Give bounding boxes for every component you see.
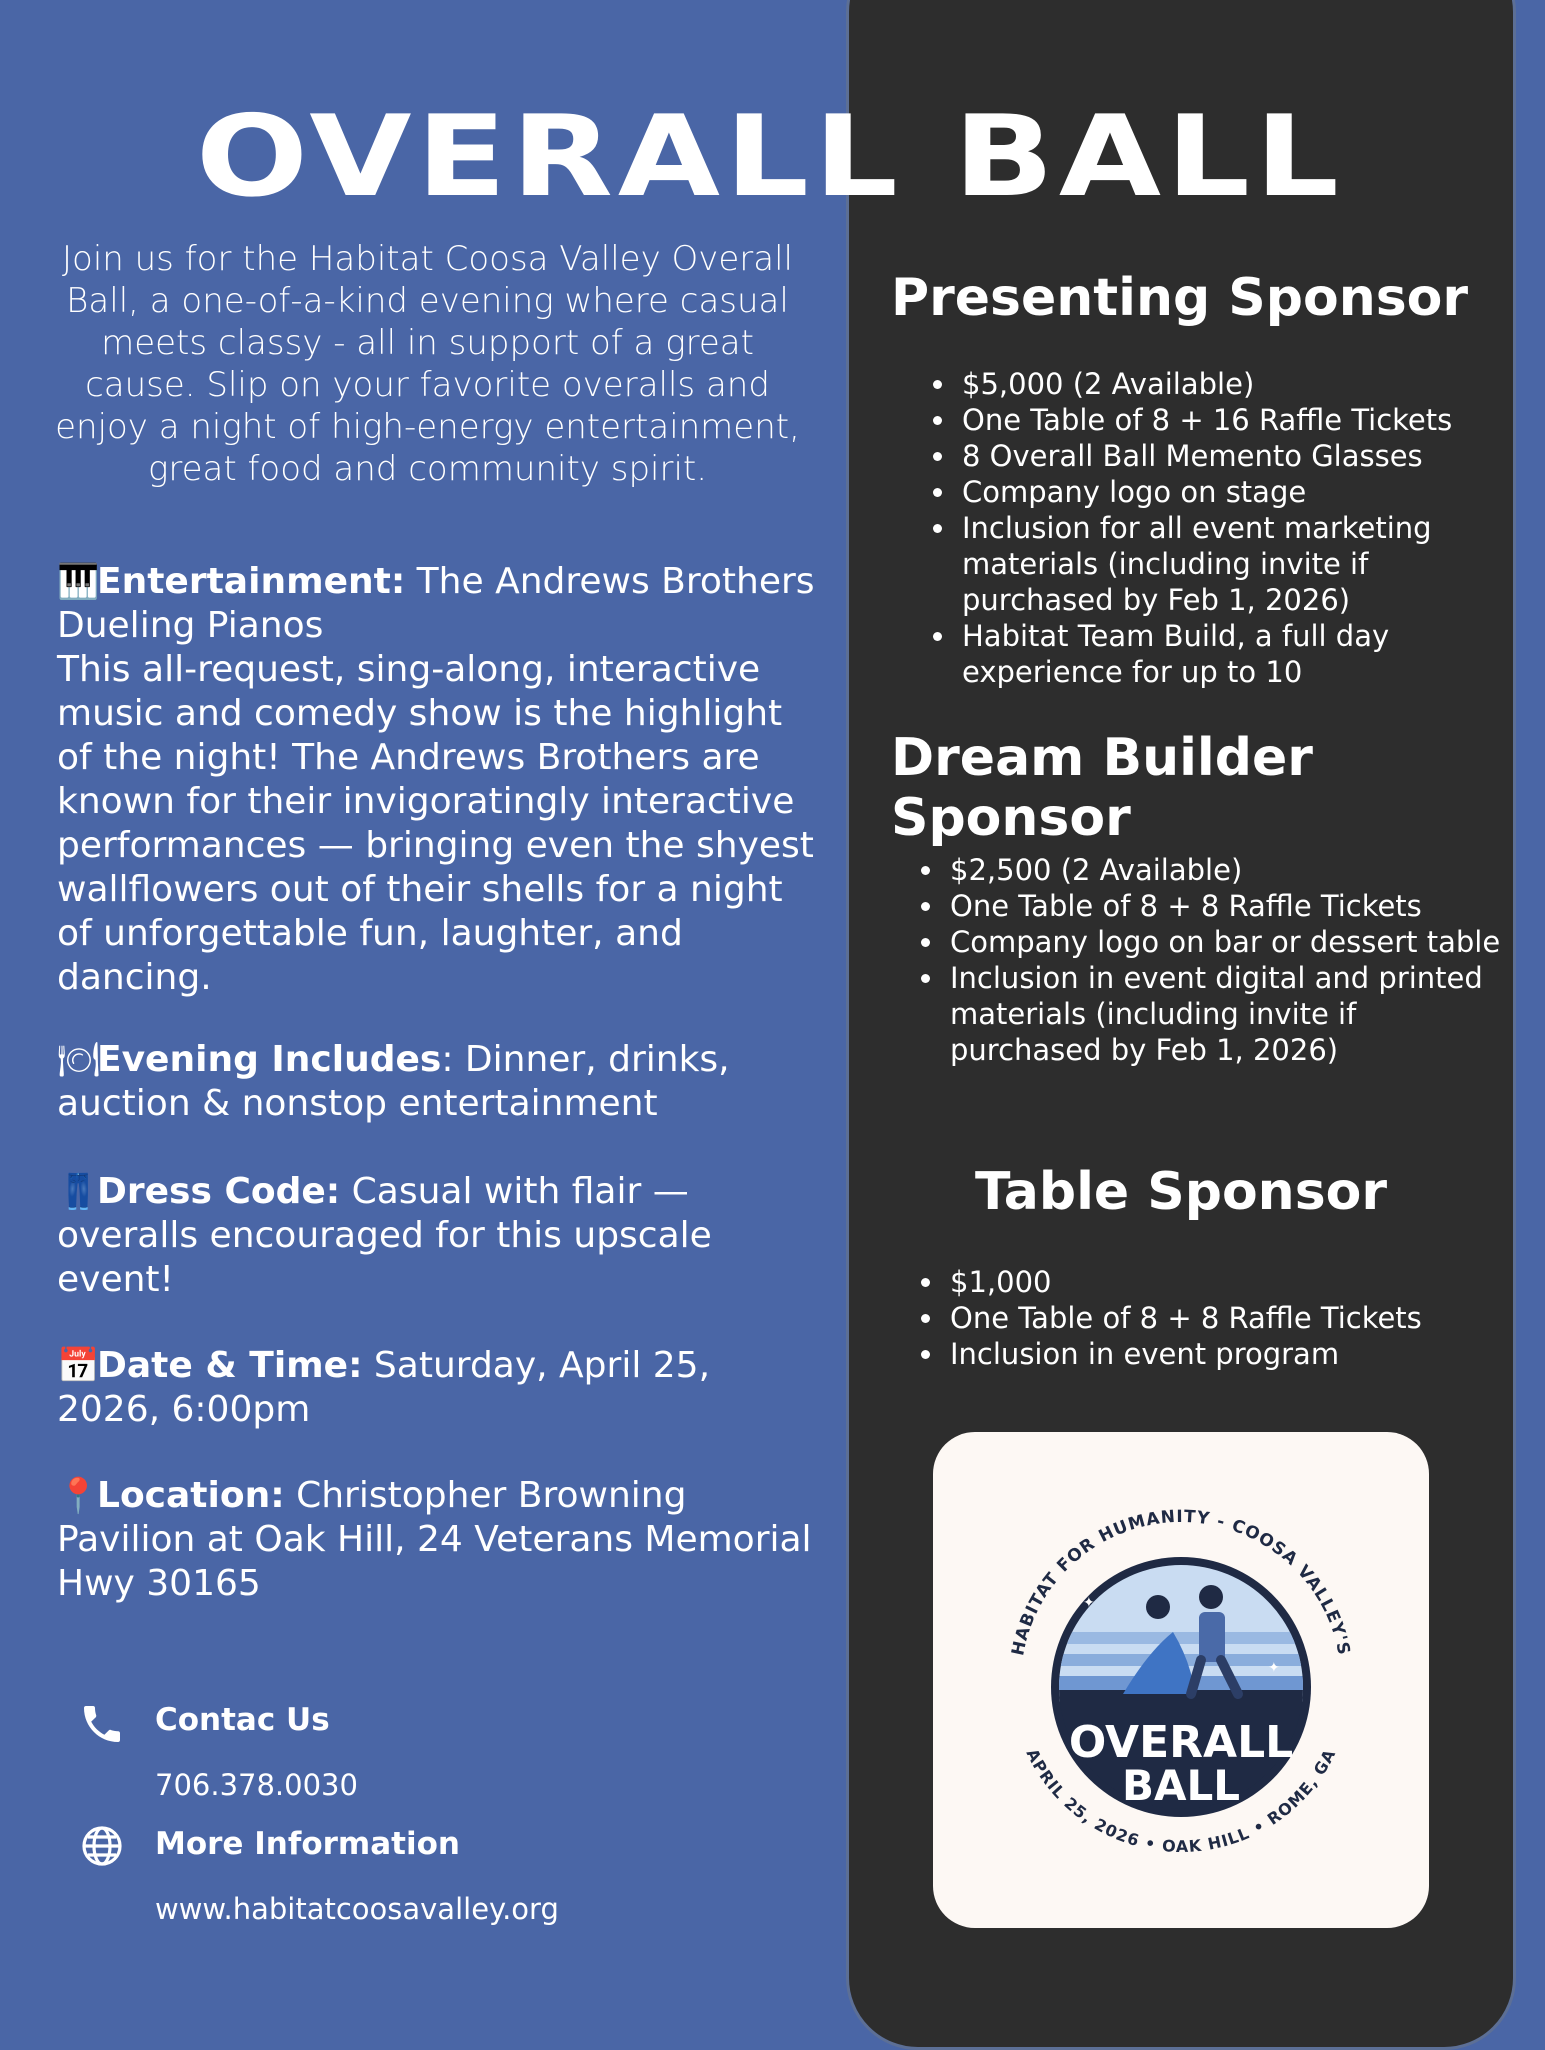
entertainment-section (57, 560, 817, 1000)
logo-name-line1: OVERALL (1068, 1717, 1294, 1768)
phone-number[interactable]: 706.378.0030 (155, 1768, 358, 1802)
more-info-label: More Information (155, 1826, 460, 1862)
phone-icon (78, 1700, 126, 1748)
list-item: • Inclusion in event program (946, 1336, 1506, 1372)
dream-builder-sponsor-title: Dream Builder Sponsor (891, 728, 1313, 848)
list-item: • One Table of 8 + 8 Raffle Tickets (946, 1300, 1506, 1336)
list-item: • One Table of 8 + 16 Raffle Tickets (958, 402, 1518, 438)
pin-icon: 📍 (57, 1476, 100, 1516)
evening-section (57, 1038, 817, 1126)
list-item: • 8 Overall Ball Memento Glasses (958, 438, 1518, 474)
dress-code-value: Casual with flair — overalls encouraged for this upscale event! (57, 1171, 712, 1300)
plate-icon: 🍽 (57, 1040, 101, 1080)
list-item: • Habitat Team Build, a full day experience for up to 10 (958, 618, 1518, 690)
location-value: Christopher Browning Pavilion at Oak Hill, 24 Veterans Memorial Hwy 30165 (57, 1475, 812, 1604)
logo-arc-bottom: APRIL 25, 2026 • OAK HILL • ROME, GA (1022, 1745, 1340, 1857)
list-item: • Inclusion in event digital and printed materials (including invite if purchased by Feb 1, 2026) (946, 960, 1506, 1068)
location-section (57, 1474, 817, 1606)
dream-builder-sponsor-list (908, 852, 1506, 1068)
globe-icon (78, 1822, 126, 1870)
location-label: Location: (97, 1475, 285, 1516)
logo-name-line2: BALL (1121, 1761, 1241, 1810)
date-label: Date & Time: (97, 1345, 363, 1386)
presenting-sponsor-title: Presenting Sponsor (891, 268, 1469, 328)
contact-label: Contac Us (155, 1702, 330, 1738)
sparkle-icon: ✦ (1083, 1594, 1095, 1610)
dancer-head-icon (1146, 1595, 1170, 1619)
overalls-icon (1199, 1612, 1225, 1662)
list-item: • Inclusion for all event marketing materials (including invite if purchased by Feb 1, 2026) (958, 510, 1518, 618)
entertainment-label: Entertainment: (97, 561, 406, 602)
sparkle-icon: ✦ (1268, 1659, 1280, 1675)
event-logo (933, 1432, 1429, 1928)
event-logo-card (933, 1432, 1429, 1928)
table-sponsor-title: Table Sponsor (975, 1162, 1388, 1222)
date-section (57, 1344, 817, 1432)
evening-label: Evening Includes (97, 1039, 442, 1080)
list-item: • $2,500 (2 Available) (946, 852, 1506, 888)
list-item: • $1,000 (946, 1264, 1506, 1300)
evening-value: : Dinner, drinks, auction & nonstop entertainment (57, 1039, 730, 1124)
intro-paragraph: Join us for the Habitat Coosa Valley Overall Ball, a one-of-a-kind evening where casual meets classy - all in support of a great cause. Slip on your favorite overalls and enjoy a night of high-energy entertainment, great food and community spirit. (55, 239, 800, 489)
event-title: OVERALL BALL (195, 92, 1344, 222)
farmer-head-icon (1199, 1585, 1223, 1609)
entertainment-value: The Andrews Brothers Dueling Pianos (57, 561, 815, 646)
list-item: • One Table of 8 + 8 Raffle Tickets (946, 888, 1506, 924)
dress-code-label: Dress Code: (97, 1171, 341, 1212)
piano-icon: 🎹 (57, 562, 100, 602)
presenting-sponsor-list (920, 366, 1518, 690)
entertainment-description: This all-request, sing-along, interactive music and comedy show is the highlight of the night! The Andrews Brothers are known for their invigoratingly interactive performances — bringing even the shyest wallflowers out of their shells for a night of unforgettable fun, laughter, and dancing. (57, 649, 814, 998)
logo-arc-top: HABITAT FOR HUMANITY - COOSA VALLEY'S (1008, 1506, 1354, 1658)
calendar-icon: 📅 (57, 1346, 100, 1386)
list-item: • Company logo on stage (958, 474, 1518, 510)
table-sponsor-list (908, 1264, 1506, 1372)
list-item: • Company logo on bar or dessert table (946, 924, 1506, 960)
date-value: Saturday, April 25, 2026, 6:00pm (57, 1345, 711, 1430)
list-item: • $5,000 (2 Available) (958, 366, 1518, 402)
website-link[interactable]: www.habitatcoosavalley.org (155, 1892, 559, 1926)
jeans-icon: 👖 (57, 1172, 100, 1212)
dress-code-section (57, 1170, 817, 1302)
